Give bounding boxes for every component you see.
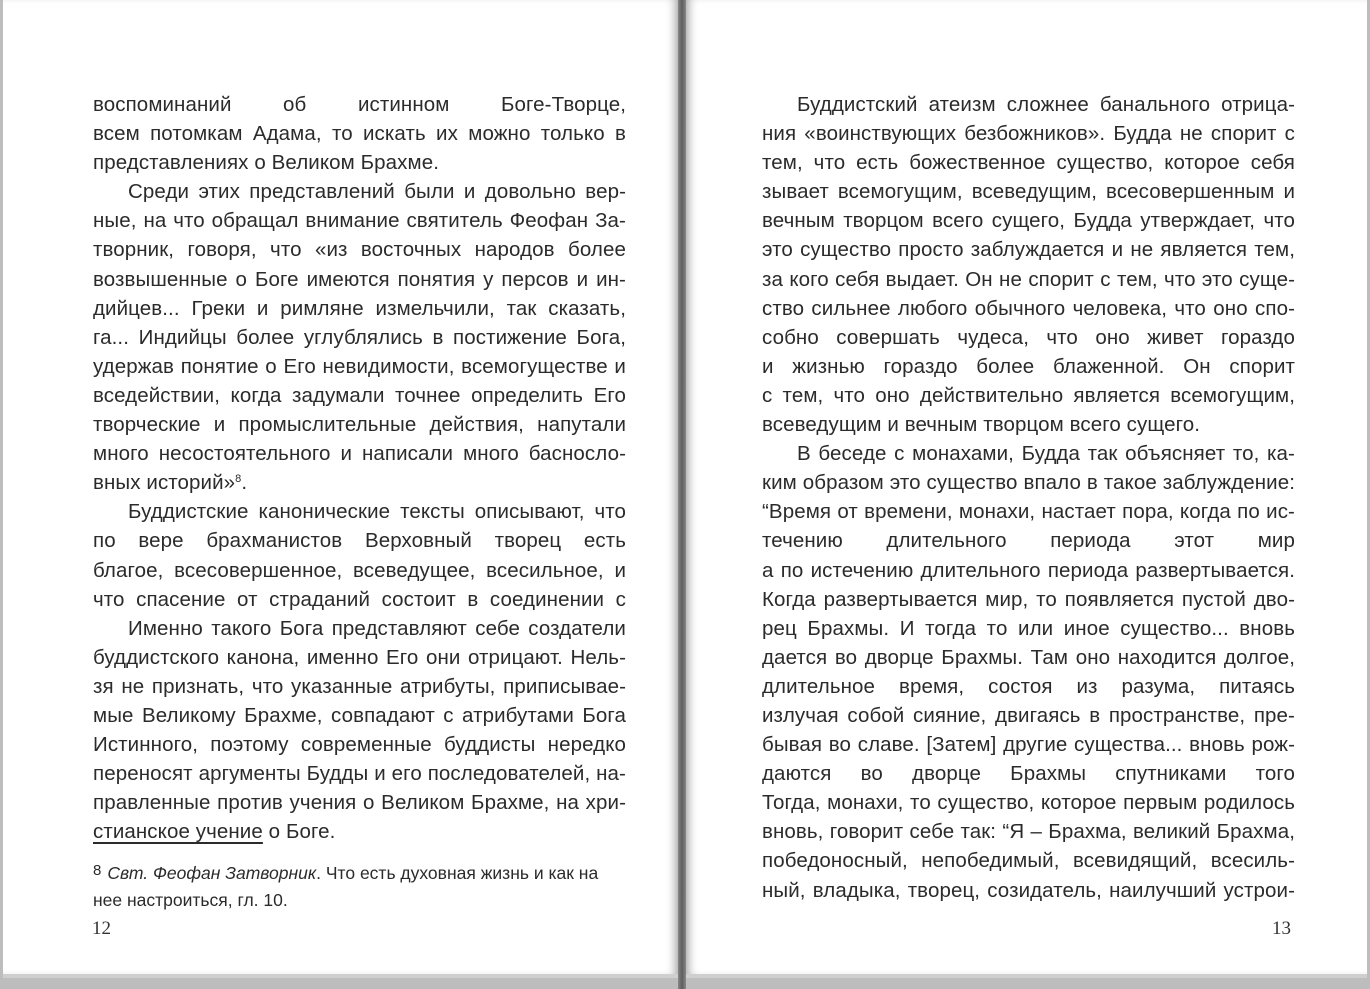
text-line: по вере брахманистов Верховный творец есть — [93, 529, 626, 553]
text-line: переносят аргументы Будды и его последователей, на- — [93, 762, 626, 786]
text-line: представлениях о Великом Брахме. — [93, 151, 440, 175]
footnote-line: нее настроиться, гл. 10. — [93, 890, 288, 910]
page-number-right: 13 — [1272, 918, 1291, 939]
text-line: зя не признать, что указанные атрибуты, приписывае- — [93, 674, 626, 698]
text-line: за кого себя выдает. Он не спорит с тем, что это суще- — [762, 267, 1295, 291]
text-line: мые Великому Брахме, совпадают с атрибутами Бога — [93, 703, 626, 727]
text-line: Тогда, монахи, то существо, которое первым родилось — [762, 791, 1295, 815]
page-number-left: 12 — [92, 918, 111, 939]
text-line: Среди этих представлений были и довольно вер- — [128, 180, 626, 204]
footnote — [93, 857, 626, 914]
text-line: много несостоятельного и написали много басносло- — [93, 442, 626, 466]
text-line: творческие и промыслительные действия, напутали — [93, 413, 626, 437]
text-line: Истинного, поэтому современные буддисты нередко — [93, 733, 626, 757]
text-line: ния «воинствующих безбожников». Будда не спорит с — [762, 122, 1295, 146]
book-gutter — [678, 0, 686, 989]
text-line: что спасение от страданий состоит в соединении с — [93, 587, 626, 611]
text-line: Буддистские канонические тексты описывают, что — [128, 500, 626, 524]
text-line-segment: о Боге. — [262, 820, 336, 844]
text-line: “Время от времени, монахи, настает пора, когда по ис- — [762, 500, 1295, 524]
text-line: ный, владыка, творец, созидатель, наилучший устрои- — [762, 878, 1295, 902]
footnote-text: . Что есть духовная жизнь и как на — [316, 863, 599, 883]
text-line: Когда развертывается мир, то появляется пустой дво- — [762, 587, 1295, 611]
text-line: вных историй»$^8$. — [93, 471, 248, 495]
text-line — [93, 817, 626, 846]
text-line: течению длительного периода этот мир — [762, 529, 1295, 553]
text-line: вновь, говорит себе так: “Я – Брахма, великий Брахма, — [762, 820, 1295, 844]
text-line: собно совершать чудеса, что оно живет гораздо — [762, 325, 1295, 349]
text-line: рец Брахмы. И тогда то или иное существо... вновь — [762, 616, 1295, 640]
text-line: победоносный, непобедимый, всевидящий, всесиль- — [762, 849, 1295, 873]
text-line: бывая во славе. [Затем] другие существа... вновь рож- — [762, 733, 1295, 757]
text-line: ство сильнее любого обычного человека, что оно спо- — [762, 296, 1295, 320]
text-line: и жизнью гораздо более блаженной. Он спорит — [762, 354, 1295, 378]
right-page-body — [762, 90, 1295, 905]
text-line: В беседе с монахами, Будда так объясняет то, ка- — [797, 442, 1295, 466]
text-line: вседействии, когда задумали точнее определить Его — [93, 383, 626, 407]
text-line: зывает всемогущим, всеведущим, всесовершенным и — [762, 180, 1295, 204]
footnote-mark: 8 — [93, 862, 102, 879]
text-line: Именно такого Бога представляют себе создатели — [128, 616, 626, 640]
footnote-line — [93, 857, 626, 887]
text-line: дийцев... Греки и римляне измельчили, так сказать, — [93, 296, 626, 320]
text-line: творник, говоря, что «из восточных народов более — [93, 238, 626, 262]
text-line: даются во дворце Брахмы спутниками того — [762, 762, 1295, 786]
text-line: всем потомкам Адама, то искать их можно только в — [93, 122, 626, 146]
text-line: правленные против учения о Великом Брахме, на хри- — [93, 791, 626, 815]
text-line: благое, всесовершенное, всеведущее, всесильное, и — [93, 558, 626, 582]
left-page-body — [93, 90, 626, 846]
text-line: это существо просто заблуждается и не является тем, — [762, 238, 1295, 262]
text-line: Буддистский атеизм сложнее банального отрица- — [797, 93, 1295, 116]
text-line: с тем, что оно действительно является всемогущим, — [762, 383, 1295, 407]
underlined-phrase: стианское учение — [93, 820, 263, 844]
text-line: ные, на что обращал внимание святитель Феофан За- — [93, 209, 626, 233]
text-line: а по истечению длительного периода развертывается. — [762, 558, 1295, 582]
text-line: вечным творцом всего сущего, Будда утверждает, что — [762, 209, 1295, 233]
footnote-author: Свт. Феофан Затворник — [107, 863, 317, 883]
text-line: ким образом это существо впало в такое заблуждение: — [762, 471, 1295, 495]
text-line: тем, что есть божественное существо, которое себя — [762, 151, 1295, 175]
text-line: удержав понятие о Его невидимости, всемогуществе и — [93, 354, 626, 378]
text-line: воспоминаний об истинном Боге-Творце, — [93, 93, 626, 116]
text-line-segment: вных историй» — [93, 471, 236, 495]
text-line: длительное время, состоя из разума, питаясь — [762, 674, 1295, 698]
text-line: буддистского канона, именно Его они отрицают. Нель- — [93, 645, 626, 669]
text-line: дается во дворце Брахмы. Там оно находится долгое, — [762, 645, 1295, 669]
footnote-reference[interactable]: 8 — [235, 473, 242, 486]
text-line: возвышенные о Боге имеются понятия у персов и ин- — [93, 267, 626, 291]
text-line: га... Индийцы более углублялись в постижение Бога, — [93, 325, 626, 349]
text-line: излучая собой сияние, двигаясь в пространстве, пре- — [762, 703, 1295, 727]
text-line: всеведущим и вечным творцом всего сущего. — [762, 413, 1201, 437]
